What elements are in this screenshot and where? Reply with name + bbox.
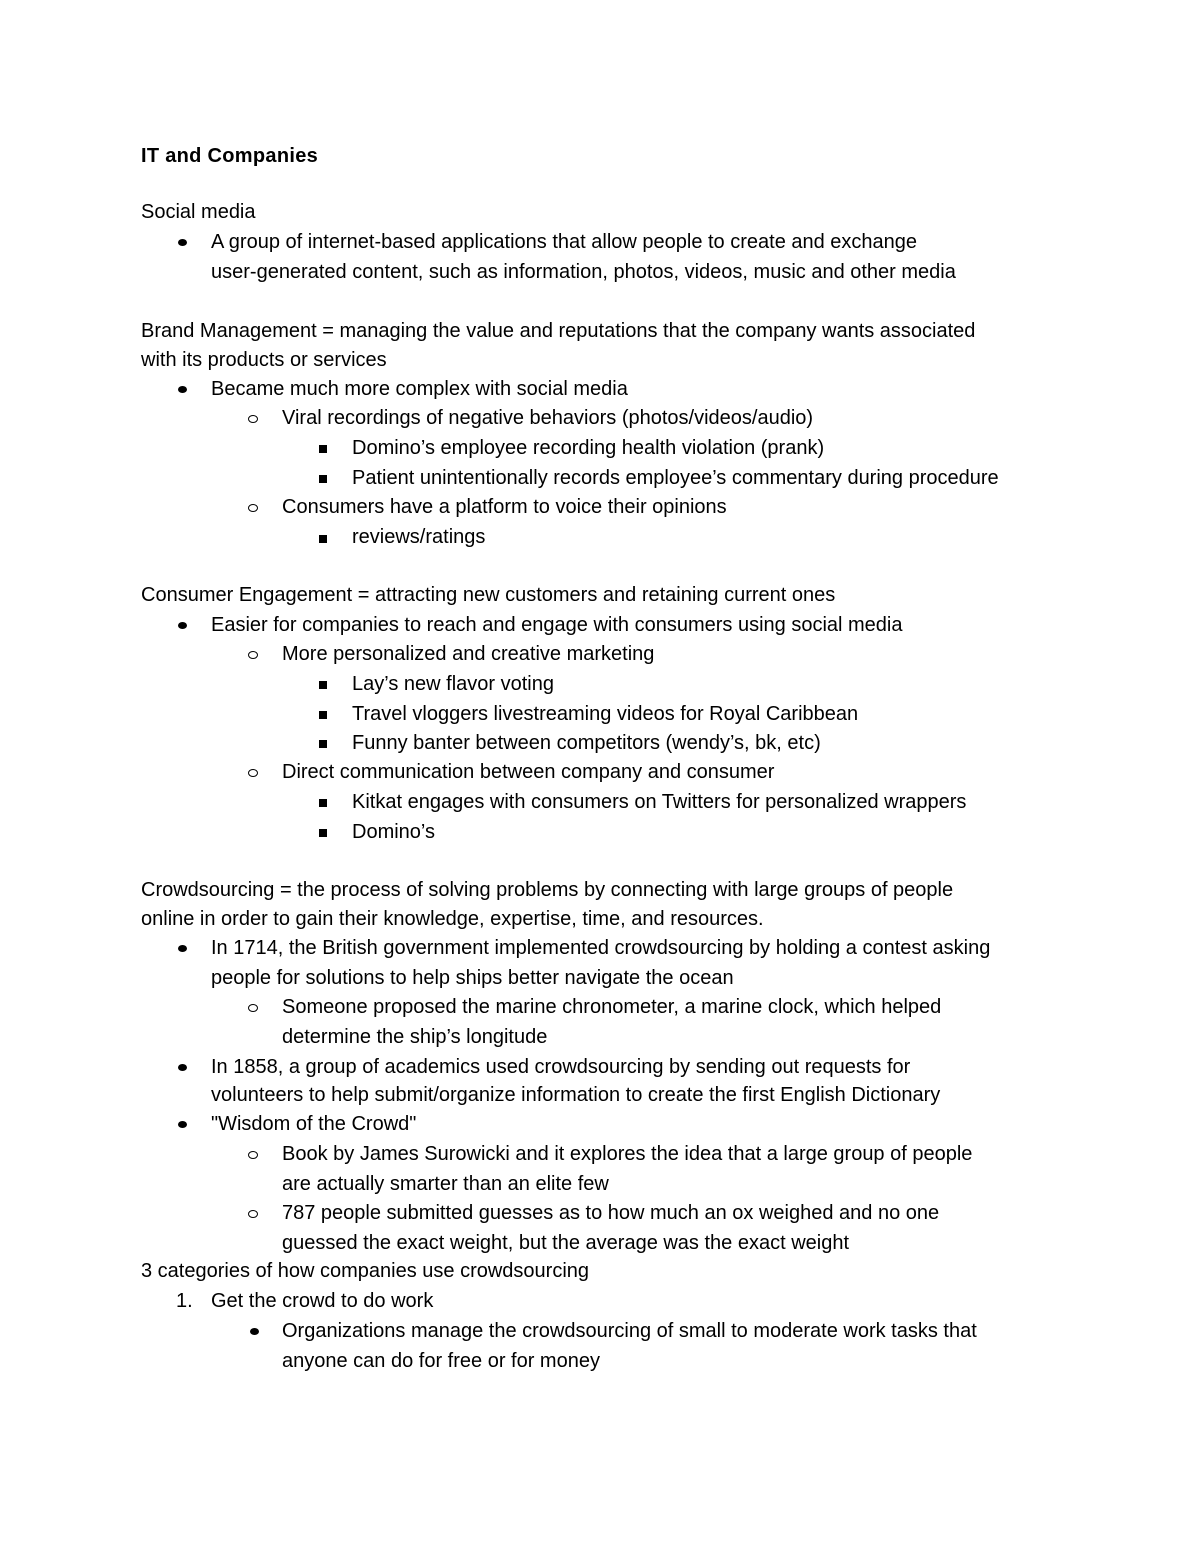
bullet-circle-icon — [248, 1210, 258, 1218]
section-heading-social-media: Social media — [141, 201, 256, 223]
list-number: 1. — [176, 1290, 193, 1312]
list-item: Consumers have a platform to voice their opinions — [282, 496, 727, 518]
list-item: In 1858, a group of academics used crowdsourcing by sending out requests for — [211, 1056, 911, 1078]
bullet-circle-icon — [248, 769, 258, 777]
bullet-disc-icon — [178, 622, 187, 629]
list-item: Domino’s employee recording health violation (prank) — [352, 437, 825, 459]
list-item: Someone proposed the marine chronometer, a marine clock, which helped — [282, 996, 942, 1018]
section-heading-crowdsourcing: Crowdsourcing = the process of solving problems by connecting with large groups of people — [141, 879, 954, 901]
bullet-circle-icon — [248, 1151, 258, 1159]
list-item: Book by James Surowicki and it explores the idea that a large group of people — [282, 1143, 973, 1165]
bullet-circle-icon — [248, 504, 258, 512]
bullet-square-icon — [319, 681, 327, 689]
list-item: Domino’s — [352, 821, 435, 843]
page-title: IT and Companies — [141, 145, 319, 167]
list-item: 787 people submitted guesses as to how much an ox weighed and no one — [282, 1202, 940, 1224]
bullet-circle-icon — [248, 415, 258, 423]
bullet-circle-icon — [248, 1004, 258, 1012]
list-item: "Wisdom of the Crowd" — [211, 1113, 417, 1135]
section-heading-brand-management: Brand Management = managing the value and reputations that the company wants associated — [141, 320, 976, 342]
bullet-disc-icon — [250, 1328, 259, 1335]
bullet-square-icon — [319, 829, 327, 837]
bullet-square-icon — [319, 475, 327, 483]
list-item: Became much more complex with social media — [211, 378, 628, 400]
bullet-disc-icon — [178, 945, 187, 952]
bullet-disc-icon — [178, 386, 187, 393]
bullet-square-icon — [319, 445, 327, 453]
bullet-circle-icon — [248, 651, 258, 659]
list-item: Get the crowd to do work — [211, 1290, 434, 1312]
list-item: Travel vloggers livestreaming videos for Royal Caribbean — [352, 703, 859, 725]
list-item: More personalized and creative marketing — [282, 643, 655, 665]
list-item-continuation: are actually smarter than an elite few — [282, 1173, 609, 1195]
list-item-continuation: volunteers to help submit/organize information to create the first English Dictionary — [211, 1084, 941, 1106]
list-item: A group of internet-based applications that allow people to create and exchange — [211, 231, 918, 253]
list-item: Lay’s new flavor voting — [352, 673, 554, 695]
section-heading-categories: 3 categories of how companies use crowdsourcing — [141, 1260, 590, 1282]
bullet-disc-icon — [178, 239, 187, 246]
list-item-continuation: user-generated content, such as information, photos, videos, music and other media — [211, 261, 956, 283]
bullet-square-icon — [319, 740, 327, 748]
list-item: Organizations manage the crowdsourcing of small to moderate work tasks that — [282, 1320, 977, 1342]
bullet-square-icon — [319, 799, 327, 807]
list-item-continuation: determine the ship’s longitude — [282, 1026, 548, 1048]
section-heading-continuation: with its products or services — [141, 349, 387, 371]
list-item: Direct communication between company and consumer — [282, 761, 775, 783]
list-item: Easier for companies to reach and engage with consumers using social media — [211, 614, 903, 636]
list-item: Patient unintentionally records employee’s commentary during procedure — [352, 467, 999, 489]
list-item: reviews/ratings — [352, 526, 486, 548]
list-item: Funny banter between competitors (wendy’s, bk, etc) — [352, 732, 821, 754]
bullet-disc-icon — [178, 1121, 187, 1128]
bullet-square-icon — [319, 711, 327, 719]
list-item: In 1714, the British government implemented crowdsourcing by holding a contest asking — [211, 937, 991, 959]
section-heading-continuation: online in order to gain their knowledge, expertise, time, and resources. — [141, 908, 764, 930]
list-item: Viral recordings of negative behaviors (photos/videos/audio) — [282, 407, 814, 429]
list-item-continuation: anyone can do for free or for money — [282, 1350, 600, 1372]
bullet-square-icon — [319, 535, 327, 543]
list-item-continuation: people for solutions to help ships better navigate the ocean — [211, 967, 734, 989]
list-item: Kitkat engages with consumers on Twitters for personalized wrappers — [352, 791, 967, 813]
list-item-continuation: guessed the exact weight, but the average was the exact weight — [282, 1232, 850, 1254]
bullet-disc-icon — [178, 1064, 187, 1071]
section-heading-consumer-engagement: Consumer Engagement = attracting new customers and retaining current ones — [141, 584, 836, 606]
